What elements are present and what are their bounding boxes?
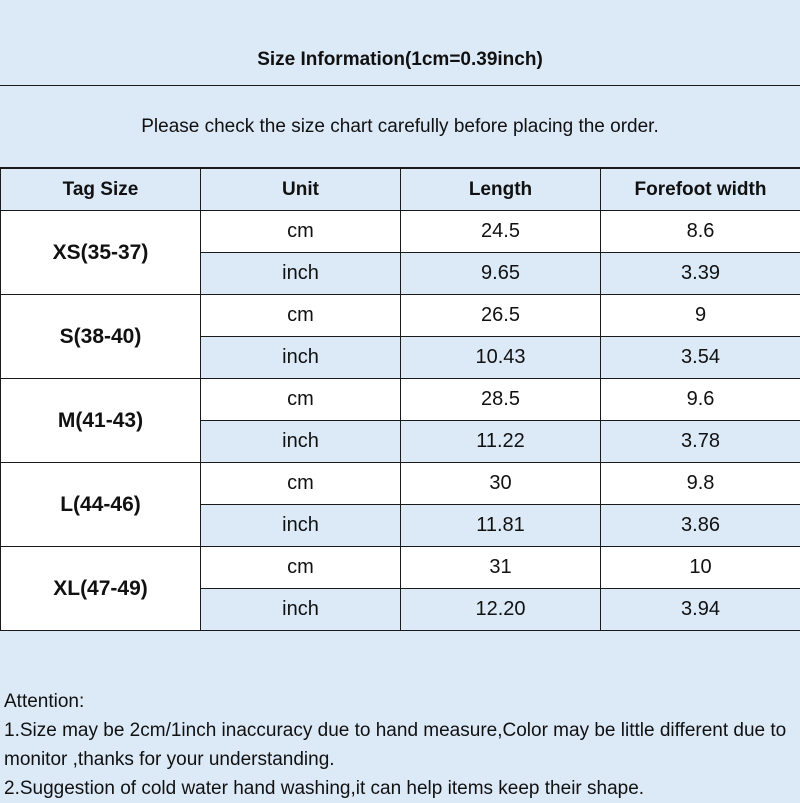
length-cell: 28.5 xyxy=(401,379,601,421)
unit-cell: inch xyxy=(201,505,401,547)
length-cell: 9.65 xyxy=(401,253,601,295)
tag-size-cell: XL(47-49) xyxy=(1,547,201,631)
attention-note-2: 2.Suggestion of cold water hand washing,it can help items keep their shape. xyxy=(4,774,794,803)
width-cell: 10 xyxy=(601,547,800,589)
header-tag-size: Tag Size xyxy=(1,169,201,211)
unit-cell: inch xyxy=(201,253,401,295)
attention-heading: Attention: xyxy=(4,687,794,716)
size-table xyxy=(0,168,800,631)
unit-cell: inch xyxy=(201,589,401,631)
table-header-row xyxy=(1,169,800,211)
length-cell: 24.5 xyxy=(401,211,601,253)
tag-size-cell: S(38-40) xyxy=(1,295,201,379)
unit-cell: inch xyxy=(201,421,401,463)
width-cell: 3.94 xyxy=(601,589,800,631)
width-cell: 9.6 xyxy=(601,379,800,421)
unit-cell: cm xyxy=(201,379,401,421)
header-length: Length xyxy=(401,169,601,211)
tag-size-cell: XS(35-37) xyxy=(1,211,201,295)
length-cell: 12.20 xyxy=(401,589,601,631)
width-cell: 9 xyxy=(601,295,800,337)
unit-cell: inch xyxy=(201,337,401,379)
header-unit: Unit xyxy=(201,169,401,211)
length-cell: 30 xyxy=(401,463,601,505)
length-cell: 11.81 xyxy=(401,505,601,547)
length-cell: 11.22 xyxy=(401,421,601,463)
header-forefoot-width: Forefoot width xyxy=(601,169,800,211)
table-row xyxy=(1,547,800,589)
width-cell: 3.86 xyxy=(601,505,800,547)
page-title: Size Information(1cm=0.39inch) xyxy=(0,0,800,86)
unit-cell: cm xyxy=(201,547,401,589)
table-row xyxy=(1,211,800,253)
unit-cell: cm xyxy=(201,211,401,253)
table-row xyxy=(1,295,800,337)
attention-notes xyxy=(0,632,800,800)
width-cell: 3.54 xyxy=(601,337,800,379)
unit-cell: cm xyxy=(201,463,401,505)
table-row xyxy=(1,463,800,505)
page-subtitle: Please check the size chart carefully before placing the order. xyxy=(0,86,800,168)
unit-cell: cm xyxy=(201,295,401,337)
length-cell: 26.5 xyxy=(401,295,601,337)
width-cell: 3.39 xyxy=(601,253,800,295)
width-cell: 9.8 xyxy=(601,463,800,505)
width-cell: 8.6 xyxy=(601,211,800,253)
attention-note-1: 1.Size may be 2cm/1inch inaccuracy due to hand measure,Color may be little different due to monitor ,thanks for your understanding. xyxy=(4,716,794,774)
width-cell: 3.78 xyxy=(601,421,800,463)
tag-size-cell: M(41-43) xyxy=(1,379,201,463)
length-cell: 10.43 xyxy=(401,337,601,379)
length-cell: 31 xyxy=(401,547,601,589)
tag-size-cell: L(44-46) xyxy=(1,463,201,547)
table-row xyxy=(1,379,800,421)
